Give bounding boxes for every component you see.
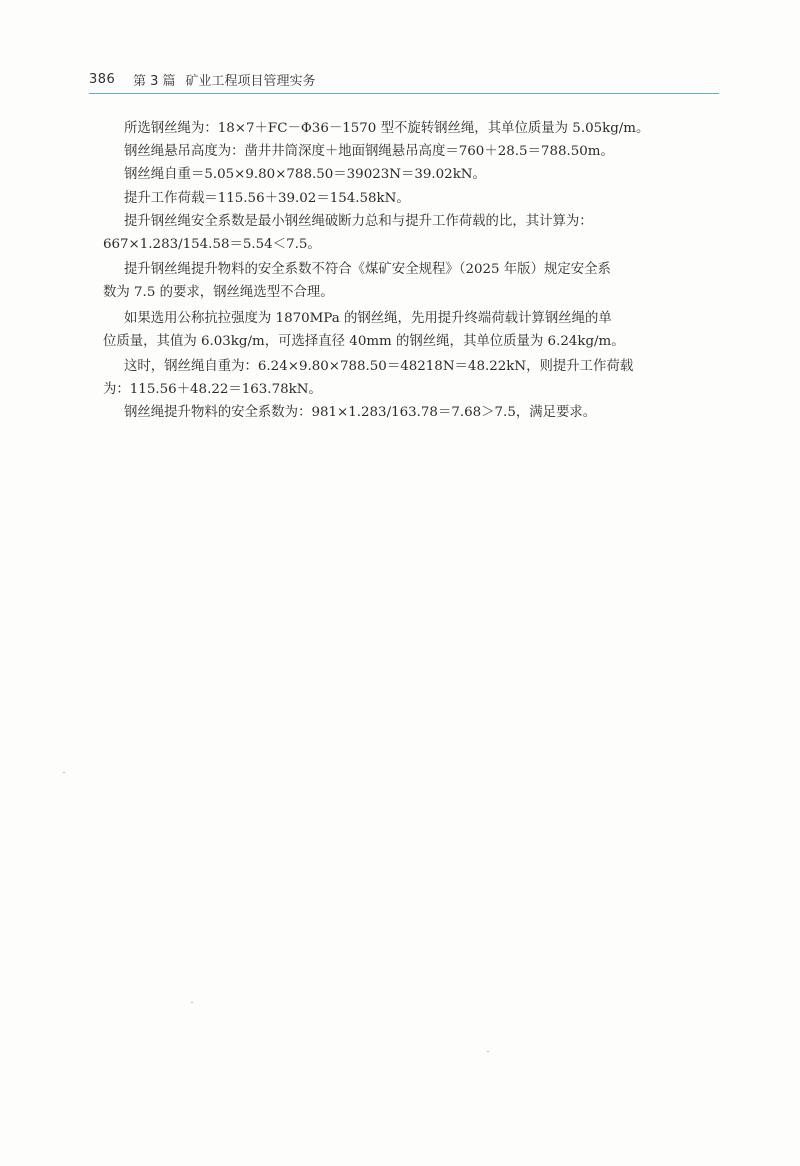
paragraph-alternative-rope-line1: 如果选用公称抗拉强度为 1870MPa 的钢丝绳，先用提升终端荷载计算钢丝绳的单 — [124, 310, 612, 326]
paragraph-safety-factor-definition: 提升钢丝绳安全系数是最小钢丝绳破断力总和与提升工作荷载的比，其计算为： — [124, 213, 593, 229]
scan-speck — [487, 1051, 489, 1052]
part-label: 第 3 篇 — [133, 73, 176, 89]
paragraph-rope-self-weight: 钢丝绳自重＝5.05×9.80×788.50＝39023N＝39.02kN。 — [124, 167, 486, 183]
paragraph-conclusion: 钢丝绳提升物料的安全系数为：981×1.283/163.78＝7.68＞7.5，满足要求。 — [124, 405, 597, 421]
paragraph-new-load-line1: 这时，钢丝绳自重为：6.24×9.80×788.50＝48218N＝48.22kN，则提升工作荷载 — [124, 359, 634, 375]
header-divider — [89, 93, 719, 94]
scan-speck — [191, 1002, 193, 1003]
body-text — [103, 117, 717, 425]
page-number: 386 — [89, 71, 116, 87]
safety-factor-formula: 667×1.283/154.58＝5.54＜7.5。 — [103, 237, 321, 253]
paragraph-new-load-line2: 为：115.56＋48.22＝163.78kN。 — [103, 382, 322, 398]
book-title: 矿业工程项目管理实务 — [185, 73, 316, 89]
paragraph-working-load: 提升工作荷载＝115.56＋39.02＝154.58kN。 — [124, 190, 410, 206]
paragraph-alternative-rope-line2: 位质量，其值为 6.03kg/m，可选择直径 40mm 的钢丝绳，其单位质量为 6.24kg/m。 — [103, 333, 625, 349]
paragraph-wire-rope-selection: 所选钢丝绳为：18×7＋FC－Φ36－1570 型不旋转钢丝绳，其单位质量为 5.05kg/m。 — [124, 121, 650, 136]
paragraph-noncompliance-line2: 数为 7.5 的要求，钢丝绳选型不合理。 — [103, 285, 334, 301]
paragraph-suspension-height: 钢丝绳悬吊高度为：凿井井筒深度＋地面钢绳悬吊高度＝760＋28.5＝788.50m。 — [124, 144, 614, 160]
scan-speck — [63, 772, 65, 773]
running-header — [89, 68, 719, 90]
paragraph-noncompliance-line1: 提升钢丝绳提升物料的安全系数不符合《煤矿安全规程》（2025 年版）规定安全系 — [124, 262, 611, 278]
